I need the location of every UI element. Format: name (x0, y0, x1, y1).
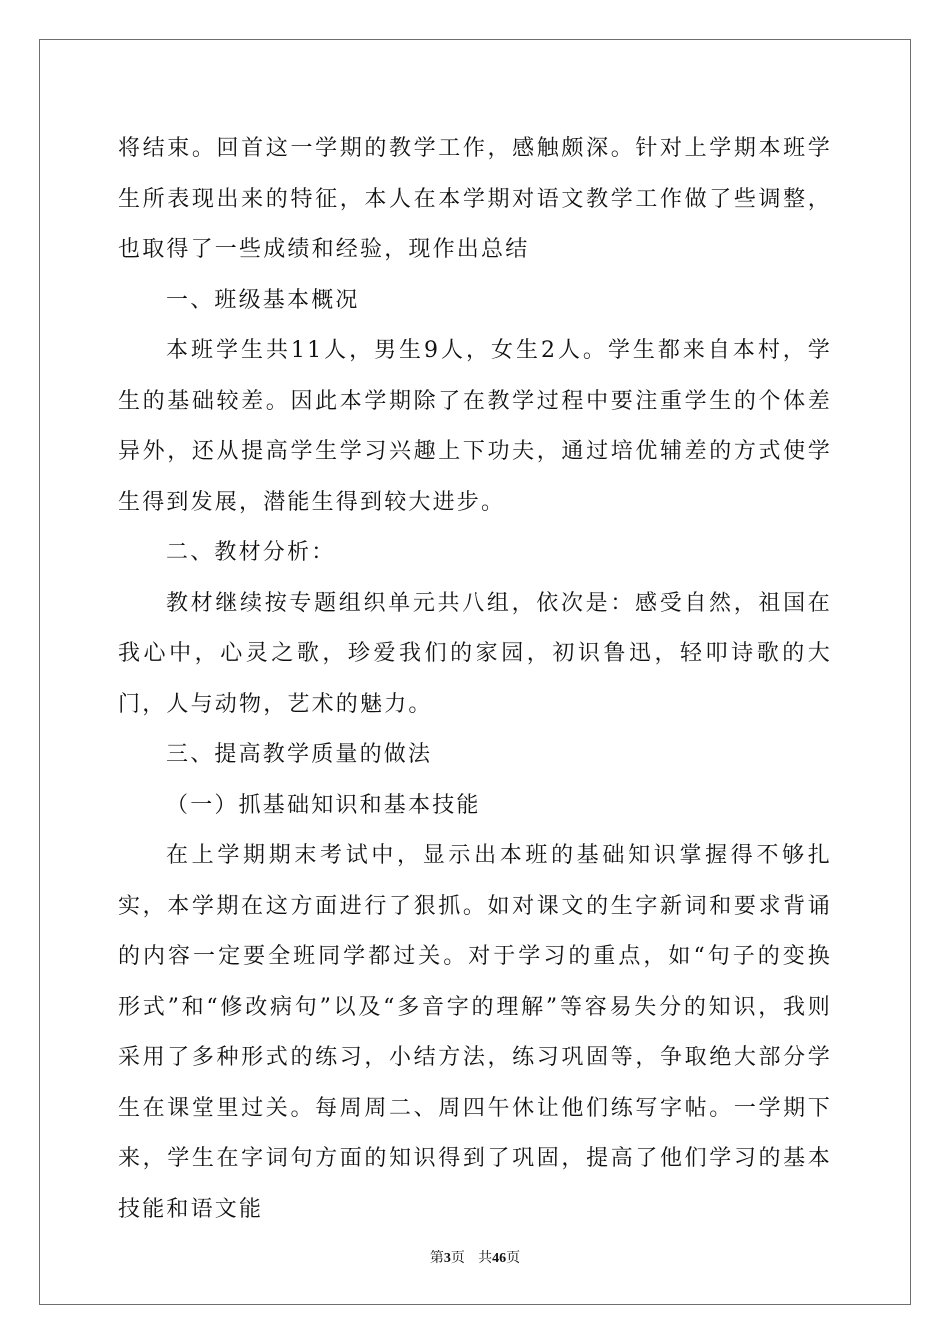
footer-page-prefix: 第 (429, 1250, 444, 1266)
page-footer (0, 1247, 950, 1267)
footer-page-suffix: 页 (450, 1250, 465, 1266)
paragraph-class-overview: 本班学生共11人，男生9人，女生2人。学生都来自本村，学生的基础较差。因此本学期除了在教学过程中要注重学生的个体差异外，还从提高学生学习兴趣上下功夫，通过培优辅差的方式使学生得到发展，潜能生得到较大进步。 (118, 338, 832, 515)
subheading-basic-skills: （一）抓基础知识和基本技能 (166, 792, 481, 818)
paragraph-textbook-analysis: 教材继续按专题组织单元共八组，依次是：感受自然，祖国在我心中，心灵之歌，珍爱我们的家园，初识鲁迅，轻叩诗歌的大门，人与动物，艺术的魅力。 (118, 590, 832, 717)
footer-page-number: 3 (443, 1251, 451, 1266)
paragraph-intro: 将结束。回首这一学期的教学工作，感触颇深。针对上学期本班学生所表现出来的特征，本人在本学期对语文教学工作做了些调整，也取得了一些成绩和经验，现作出总结 (118, 136, 832, 262)
heading-quality-methods: 三、提高教学质量的做法 (166, 742, 433, 767)
heading-class-overview: 一、班级基本概况 (166, 287, 360, 313)
paragraph-basic-skills: 在上学期期末考试中，显示出本班的基础知识掌握得不够扎实，本学期在这方面进行了狠抓。如对课文的生字新词和要求背诵的内容一定要全班同学都过关。对于学习的重点，如“句子的变换形式”和“修改病句”以及“多音字的理解”等容易失分的知识，我则采用了多种形式的练习，小结方法，练习巩固等，争取绝大部分学生在课堂里过关。每周周二、周四午休让他们练写字帖。一学期下来，学生在字词句方面的知识得到了巩固，提高了他们学习的基本技能和语文能 (118, 843, 832, 1222)
footer-total-prefix: 共 (478, 1250, 493, 1266)
heading-textbook-analysis: 二、教材分析： (166, 540, 336, 565)
footer-total-suffix: 页 (506, 1250, 521, 1266)
document-body (118, 124, 832, 1235)
footer-total-pages: 46 (492, 1251, 507, 1266)
